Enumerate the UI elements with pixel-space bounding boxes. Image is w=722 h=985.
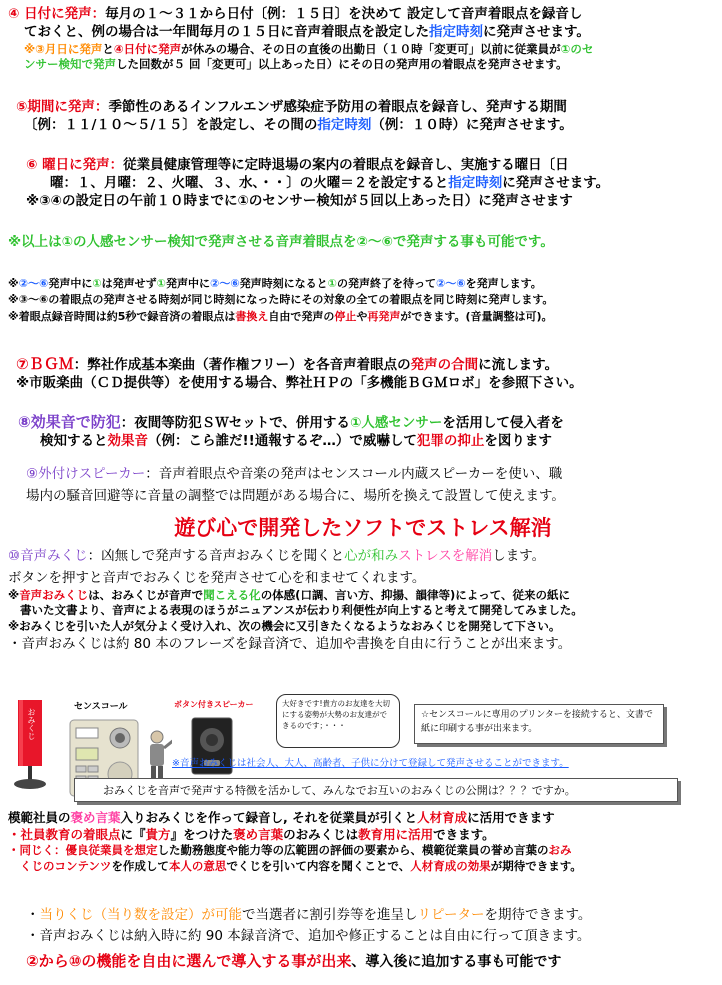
model-line-2-text: に『 [120,826,146,842]
section-4-line-2-end: に発声させます。 [483,23,590,40]
section-7-line-1-end: に流します。 [478,357,559,373]
sensecall-label: センスコール [74,702,128,712]
bottom-line-2: ・音声おみくじは納入時に約 90 本録音済で、追加や修正することは自由に行って頂きます。 [26,927,591,944]
model-line-2-text: 』をつけた [170,826,234,842]
section-5-line-2: 〔例：１１/１０～５/１５〕を設定し、その間の [24,116,318,133]
designated-time-text: 指定時刻 [317,116,372,133]
bullet: ・ [8,826,21,842]
figure [0,690,722,810]
section-7-line-1: ：弊社作成基本楽曲（著作権フリー）を各音声着眼点の [73,357,411,373]
note-3-stop: 停止 [334,309,357,323]
repeater: リピーター [417,907,485,923]
note-text-cont: した回数が５ 回「変更可」以上あった日）にその日の発声用の着眼点を発声させます。 [116,57,568,72]
note-date: ④日付に発声 [113,41,182,56]
section-6-line-2: 曜：１、月曜：２、火曜、３、水、・・〕の火曜＝２を設定すると [50,174,449,191]
omikuji-category-note [172,758,569,771]
section-6-line-2-end: に発声させます。 [502,174,610,191]
public-omikuji-box [74,778,678,802]
section-10-line-2: ボタンを押すと音声でおみくじを発声させて心を和ませてくれます。 [8,569,426,586]
omikuji-label: おみくじ [27,708,36,740]
section-10-note-2: 書いた文書より、音声による表現のほうがニュアンスが伝わり利便性が向上すると考えて開発してみました。 [20,603,583,618]
bottom-section [8,905,718,972]
section-5-line-2-end: （例：１０時）に発声させます。 [371,116,573,133]
section-5 [8,99,718,135]
note-1-text: の発声終了を待って [336,277,436,290]
omikuji-stand-image [8,696,52,792]
note-1-sensor: ① [327,277,337,290]
bullet: ・ [26,907,40,923]
motion-sensor-text: ①人感センサー [349,415,443,431]
section-8 [8,413,718,451]
section-10-note-4: ・音声おみくじは約 80 本のフレーズを録音済で、追加や書換を自由に行うことが出来ます。 [8,636,572,653]
note-1-text: は発声せず [101,277,157,290]
section-8-line-2: 検知すると [40,432,108,449]
note-3-text: ※着眼点録音時間は約5秒で録音済の着眼点は [8,309,236,323]
bottom-line-1-end: を期待できます。 [484,907,592,923]
note-1-text: 発声時刻になると [239,277,328,290]
person-figure [142,730,172,782]
omikuji-contents: くじのコンテンツ [20,858,112,873]
section-4-heading: ④ 日付に発声： [8,6,106,22]
model-line-1-end: に活用できます [467,810,555,825]
section-10-note-3: ※おみくじを引いた人が気分よく受け入れ、次の機会に又引きたくなるようなおみくじを開発して下さい。 [8,618,561,633]
section-6 [8,157,718,210]
note-1-range: ②～⑥ [210,277,240,290]
note-and: と [102,41,114,56]
section-8-heading: ⑧効果音で防犯 [18,413,121,431]
praise-words: 褒め言葉 [70,810,121,825]
section-8-line-1: ：夜間等防犯ＳＷセットで、併用する [120,415,350,431]
hr-effect: 人材育成の効果 [410,858,491,873]
note-text: は、おみくじが音声で [88,587,204,602]
section-4-line-2: ておくと、例の場合は一年間毎月の１５日に音声着眼点を設定した [24,23,429,40]
section-5-heading: ⑤期間に発声： [16,99,109,115]
note-1-range: ②～⑥ [18,277,49,290]
calm-heart-text: 心が和み [344,548,399,564]
section-4-line-1: 毎月の１～３１から日付〔例：１５日〕を決めて 設定して音声着眼点を録音し [105,6,583,22]
bottom-line-3-highlight: ②から⑩の機能を自由に選んで導入する事が出来 [26,951,352,970]
button-speaker-label: ボタン付きスピーカー [174,700,254,709]
printer-note-box [414,704,664,744]
model-line-3-text: した勤務態度や能力等の広範囲の評価の要素から、模範従業員の誉め言葉の [157,843,549,858]
note-3-text: や [356,309,368,323]
section-8-line-2-mid: （例：こら誰だ!!通報するぞ…）で威嚇して [148,432,417,449]
note-3-rewrite: 書換え [235,309,269,323]
note-month-day: ※③月日に発声 [24,41,103,56]
stress-relief-text: ストレスを解消 [398,548,493,564]
note-1-mark: ※ [8,277,19,290]
section-4 [8,6,718,73]
speech-bubble [276,694,400,748]
note-1-text: を発声します。 [465,277,542,290]
section-9-heading: ⑨外付けスピーカー [26,466,146,482]
crime-prevention-text: 犯罪の抑止 [416,432,485,449]
section-10-line-1: ：凶無しで発声する音声おみくじを聞くと [87,548,345,564]
bottom-line-1-text: で当選者に割引券等を進呈し [242,907,418,923]
designated-time-text: 指定時刻 [429,23,483,40]
bgm-interval: 発声の合間 [410,357,479,373]
section-9-line-1: ：音声着眼点や音楽の発声はセンスコール内蔵スピーカーを使い、職 [145,466,563,482]
section-7-note: ※市販楽曲（ＣＤ提供等）を使用する場合、弊社ＨＰの「多機能ＢＧＭロボ」を参照下さい。 [16,374,583,391]
model-line-1-mid: 入りおみくじを作って録音し, それを従業員が引くと [120,810,418,825]
model-line-4-text: でくじを引いて内容を聞くことで、 [226,858,411,873]
model-line-1: 模範社員の [8,810,71,825]
section-8-line-1-end: を活用して侵入者を [442,415,564,431]
winning-lottery: 当りくじ（当り数を設定）が可能 [39,907,242,923]
section-6-heading: ⑥ 曜日に発声： [26,157,124,173]
section-8-line-2-end: を図ります [484,432,552,449]
model-line-4-end: が期待できます。 [490,858,582,873]
model-line-2-text: のおみくじは [283,826,359,842]
note-1-range: ②～⑥ [435,277,466,290]
model-employee-section [8,810,718,874]
note-mark: ※ [8,587,20,602]
speech-bubble-text: 大好きです!貴方のお友達を大切にする姿勢が大勢のお友達ができるのです；・・・ [282,699,391,730]
hr-development: 人材育成 [417,810,468,825]
section-5-line-1: 季節性のあるインフルエンザ感染症予防用の着眼点を録音し、発声する期間 [108,99,567,115]
note-3-replay: 再発声 [367,309,401,323]
section-9 [8,463,718,508]
model-line-4-text: を作成して [111,858,169,873]
praise-words: 褒め言葉 [233,826,284,842]
note-sensor: ①のセ [560,41,594,56]
note-2: ※③～⑥の着眼点の発声させる時刻が同じ時刻になった時にその対象の全ての着眼点を同じ時刻に発声します。 [8,293,554,307]
education-use: 教育用に活用 [358,826,434,842]
section-6-note: ※③④の設定日の午前１０時までに①のセンサー検知が５回以上あった日）に発声させます [26,192,573,209]
slogan: 遊び心で開発したソフトでストレス解消 [174,516,552,540]
note-1-text: 発声中に [48,277,93,290]
note-1-sensor: ① [92,277,102,290]
training-focus: 社員教育の着眼点 [20,826,121,842]
all-functions-note: ※以上は①の人感センサー検知で発声させる音声着眼点を②～⑥で発声する事も可能です。 [8,234,554,250]
note-1-sensor: ① [156,277,166,290]
printer-note-text: ☆センスコールに専用のプリンターを接続すると、文書で紙に印刷する事が出来ます。 [421,710,653,734]
voice-omikuji-text: 音声おみくじ [19,587,89,602]
own-will: 本人の意思 [168,858,227,873]
bottom-line-3-end: 、導入後に追加する事も可能です [351,953,562,970]
section-9-line-2: 場内の騒音回避等に音量の調整では問題がある場合に、場所を換えて設置して使えます。 [26,487,565,504]
you-word: 貴方 [145,826,171,842]
note-text: が休みの場合、その日の直後の出勤日（１０時「変更可」以前に従業員が [181,41,561,56]
model-line-3-end: おみ [548,843,572,858]
note-sensor-cont: ンサー検知で発声 [24,57,116,72]
audible-text: 聞こえる化 [203,587,261,602]
section-7 [8,355,718,393]
section-10-heading: ⑩音声みくじ [8,548,88,564]
omikuji-category-note-text: ※音声おみくじは社会人、大人、高齢者、子供に分けて登録して発声させることができます。 [172,758,569,769]
model-line-3-head: ・同じく：優良従業員を想定 [8,843,158,858]
public-omikuji-text: おみくじを音声で発声する特徴を活かして、みんなでお互いのおみくじの公開は？？？ですか。 [103,784,576,797]
designated-time-text: 指定時刻 [448,174,503,191]
sound-effect-text: 効果音 [107,432,148,449]
note-1-text: 発声中に [166,277,210,290]
model-line-2-end: できます。 [433,826,495,842]
section-10 [8,546,718,655]
notes [8,277,718,324]
note-3-text: 自由で発声の [268,309,335,323]
section-6-line-1: 従業員健康管理等に定時退場の案内の着眼点を録音し、実施する曜日〔日 [123,157,569,173]
note-3-text: ができます。(音量調整は可)。 [400,309,553,323]
section-7-heading: ⑦ＢＧＭ [16,355,74,373]
note-text: の体感(口調、言い方、抑揚、韻律等)によって、従来の紙に [260,587,570,602]
section-10-line-1-end: します。 [492,548,546,564]
